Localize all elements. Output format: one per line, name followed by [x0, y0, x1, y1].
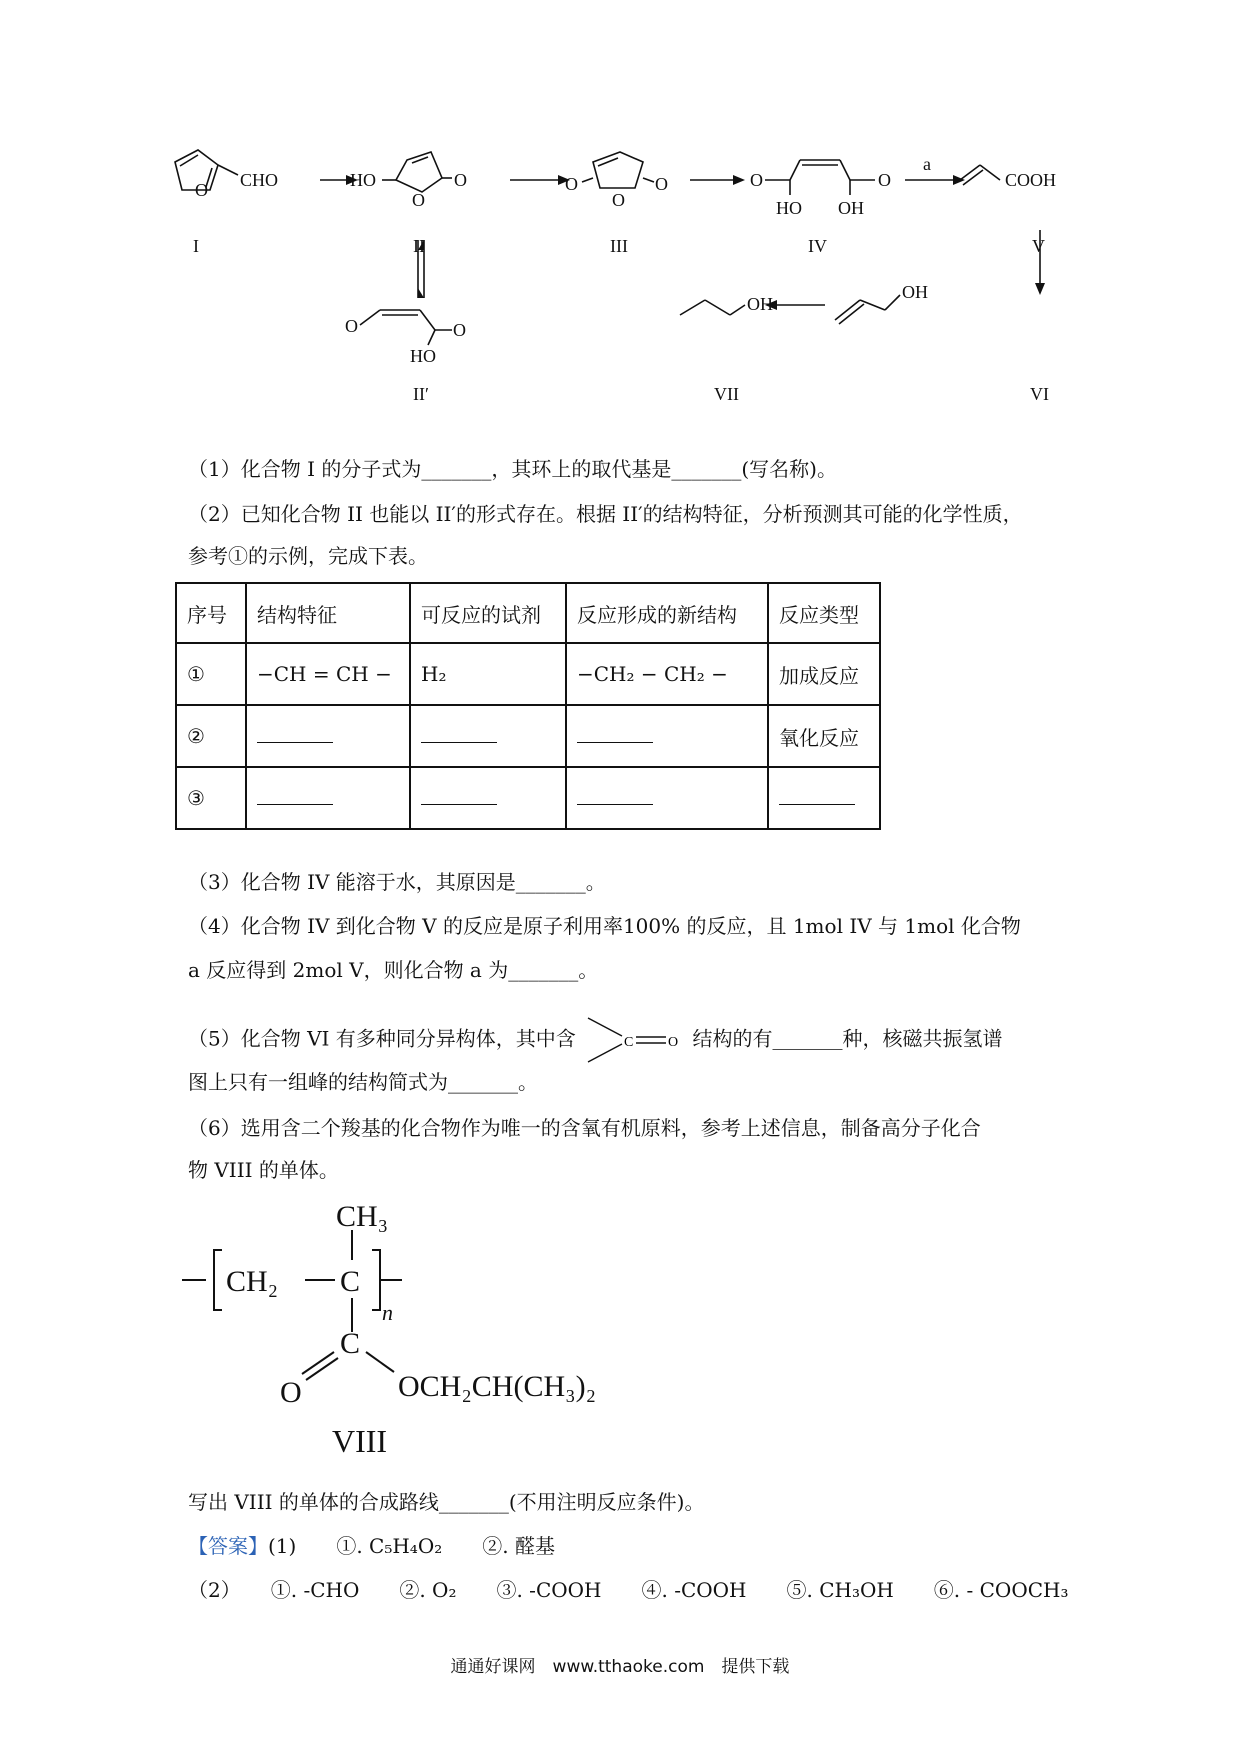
oh-label: OH — [838, 198, 864, 218]
svg-text:O: O — [668, 1035, 679, 1050]
o-label: O — [345, 316, 358, 336]
compound-II-prime-structure — [360, 310, 452, 345]
table-cell — [410, 705, 566, 767]
answer-blank — [421, 724, 497, 743]
answer-line-2: （2） ①. -CHO ②. O₂ ③. -COOH ④. -COOH ⑤. CH₃OH ⑥. - COOCH₃ — [188, 1578, 1069, 1602]
question-6-line-1: （6）选用含二个羧基的化合物作为唯一的含氧有机原料，参考上述信息，制备高分子化合 — [188, 1116, 981, 1140]
label-III: III — [610, 236, 628, 256]
header-cell: 序号 — [176, 583, 246, 643]
o-label: O — [565, 174, 578, 194]
answer-blank — [257, 724, 333, 743]
compound-V-structure — [960, 165, 1000, 185]
question-5-line-1 — [188, 1012, 1003, 1068]
table-header-row — [176, 583, 880, 643]
compound-VII-structure — [680, 300, 745, 315]
reaction-scheme — [160, 130, 1080, 420]
table-cell — [566, 705, 768, 767]
label-VI: VI — [1030, 384, 1049, 404]
table-cell — [410, 767, 566, 829]
header-cell: 结构特征 — [246, 583, 410, 643]
ch3-group: CH₃ — [336, 1200, 389, 1233]
repeat-n: n — [382, 1300, 393, 1325]
ring-o-label: O — [612, 190, 625, 210]
question-5-prefix: （5）化合物 VI 有多种同分异构体，其中含 — [188, 1026, 576, 1051]
question-5-line-2: 图上只有一组峰的结构简式为_______。 — [188, 1070, 538, 1094]
table-cell: ① — [176, 643, 246, 705]
page-footer: 通通好课网 www.tthaoke.com 提供下载 — [450, 1657, 790, 1677]
table-cell — [246, 767, 410, 829]
header-cell: 可反应的试剂 — [410, 583, 566, 643]
answer-blank — [779, 786, 855, 805]
answer-line-1 — [188, 1532, 555, 1560]
o-label: O — [878, 170, 891, 190]
table-cell: ② — [176, 705, 246, 767]
compound-VI-structure — [835, 295, 900, 324]
header-cell: 反应类型 — [768, 583, 880, 643]
carbonyl-structure — [584, 1012, 684, 1068]
label-II: II — [413, 236, 425, 256]
oh-label: OH — [747, 294, 773, 314]
table-cell — [246, 705, 410, 767]
arrowheads — [346, 175, 1045, 310]
carbonyl-oxygen: O — [280, 1376, 302, 1409]
question-4-line-1: （4）化合物 IV 到化合物 V 的反应是原子利用率100% 的反应，且 1mol IV 与 1mol 化合物 — [188, 914, 1021, 938]
polymer-label: VIII — [332, 1423, 388, 1459]
ho-label: HO — [776, 198, 802, 218]
answer-blank — [577, 724, 653, 743]
table-cell: ③ — [176, 767, 246, 829]
table-cell: 氧化反应 — [768, 705, 880, 767]
properties-table — [175, 582, 881, 830]
table-cell — [566, 767, 768, 829]
o-label: O — [454, 170, 467, 190]
answer-blank — [257, 786, 333, 805]
ring-o-label: O — [412, 190, 425, 210]
label-I: I — [193, 236, 199, 256]
reagent-a-label: a — [923, 154, 931, 174]
question-5-suffix: 结构的有_______种，核磁共振氢谱 — [692, 1026, 1003, 1051]
oh-label: OH — [902, 282, 928, 302]
o-label: O — [750, 170, 763, 190]
table-row — [176, 643, 880, 705]
cooh-label: COOH — [1005, 170, 1057, 190]
question-2-line-2: 参考①的示例，完成下表。 — [188, 544, 428, 568]
ester-group: OCH₂CH(CH₃)₂ — [398, 1370, 597, 1403]
table-cell: 加成反应 — [768, 643, 880, 705]
label-II-prime: II′ — [413, 384, 429, 404]
compound-IV-structure — [765, 160, 875, 195]
answer-blank — [421, 786, 497, 805]
o-label: O — [453, 320, 466, 340]
answer-tag: 【答案】 — [188, 1534, 268, 1558]
question-4-line-2: a 反应得到 2mol V，则化合物 a 为_______。 — [188, 958, 599, 982]
table-cell: H₂ — [410, 643, 566, 705]
ho-label: HO — [410, 346, 436, 366]
question-1: （1）化合物 I 的分子式为_______，其环上的取代基是_______(写名称)。 — [188, 457, 837, 481]
table-cell: −CH₂ − CH₂ − — [566, 643, 768, 705]
header-cell: 反应形成的新结构 — [566, 583, 768, 643]
ho-label: HO — [350, 170, 376, 190]
ch2-group: CH₂ — [226, 1265, 279, 1298]
carbonyl-carbon: C — [340, 1327, 361, 1360]
table-row — [176, 705, 880, 767]
question-6-line-3: 写出 VIII 的单体的合成路线_______(不用注明反应条件)。 — [188, 1490, 705, 1514]
question-6-line-2: 物 VIII 的单体。 — [188, 1158, 339, 1182]
table-row — [176, 767, 880, 829]
label-IV: IV — [808, 236, 827, 256]
polymer-VIII-structure — [180, 1190, 660, 1470]
label-V: V — [1032, 236, 1045, 256]
answer-1-text: (1) ①. C₅H₄O₂ ②. 醛基 — [268, 1534, 555, 1558]
answer-blank — [577, 786, 653, 805]
table-cell — [768, 767, 880, 829]
question-2-line-1: （2）已知化合物 II 也能以 II′的形式存在。根据 II′的结构特征，分析预测其可能的化学性质， — [188, 502, 1023, 526]
ring-o-label: O — [195, 180, 208, 200]
cho-label: CHO — [240, 170, 279, 190]
svg-text:C: C — [624, 1035, 634, 1050]
label-VII: VII — [714, 384, 739, 404]
table-cell: −CH = CH − — [246, 643, 410, 705]
o-label: O — [655, 174, 668, 194]
backbone-carbon: C — [340, 1265, 361, 1298]
compound-III-structure — [582, 152, 654, 188]
compound-II-structure — [382, 152, 452, 192]
question-3: （3）化合物 IV 能溶于水，其原因是_______。 — [188, 870, 606, 894]
